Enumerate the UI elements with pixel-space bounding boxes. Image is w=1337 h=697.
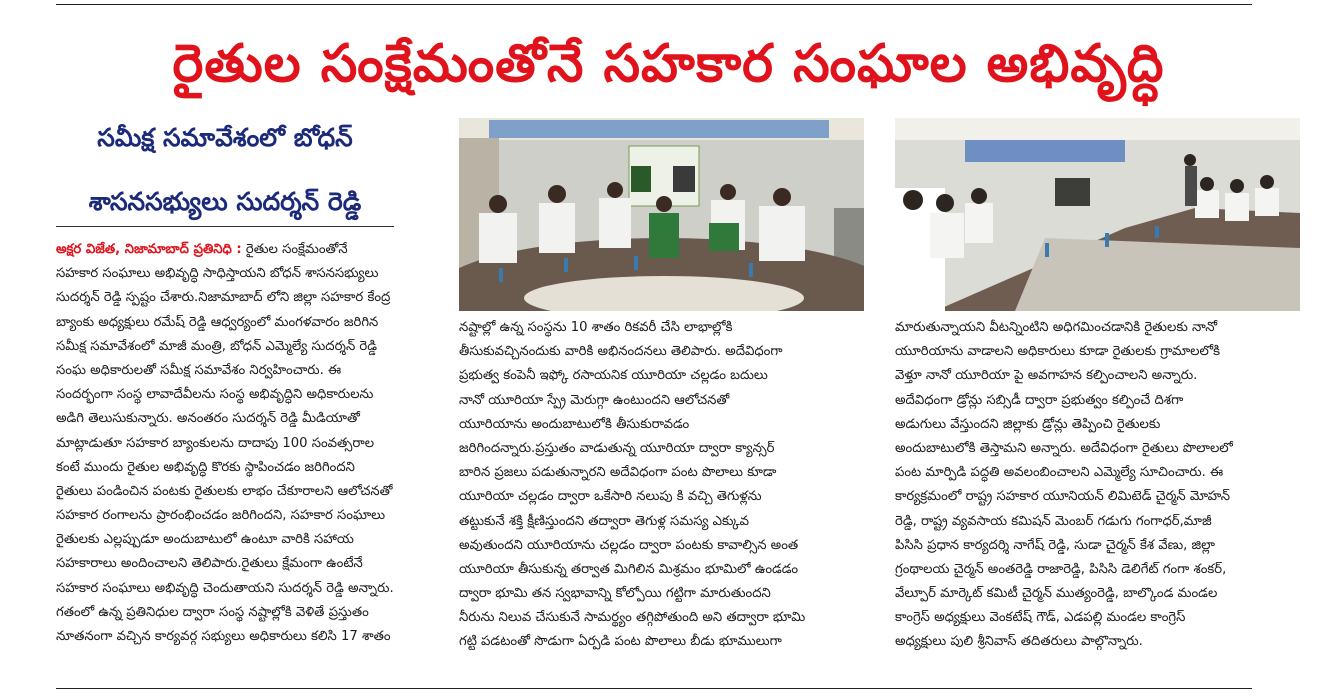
article-line: అడుగులు వేస్తుందని జిల్లాకు డ్రోన్లు తెప్పించి రైతులకు	[895, 416, 1161, 432]
article-line: మారుతున్నాయని వీటన్నింటిని అధిగమించడానికి రైతులకు నానో	[895, 320, 1218, 335]
meeting-photo-right	[895, 118, 1300, 311]
article-line: నీరును నిలువ చేసుకునే సామర్థ్యం తగ్గిపోతుంది అని తద్వారా భూమి	[459, 610, 806, 626]
article-line: సందర్భంగా సంస్థ లావాదేవీలను సంస్థ అభివృద్ధిని అధికారులను	[56, 387, 374, 403]
meeting-photo-left	[459, 118, 864, 311]
article-line: సమీక్ష సమావేశంలో మాజీ మంత్రి, బోధన్ ఎమ్మెల్యే సుదర్శన్ రెడ్డి	[56, 338, 377, 354]
article-column-1	[56, 238, 428, 649]
article-line: ద్వారా భూమి తన స్వభావాన్ని కోల్పోయి గట్టిగా మారుతుందని	[459, 586, 771, 602]
article-line: బారిన ప్రజలు పడుతున్నారని అదేవిధంగా పంట పొలాలు కూడా	[459, 465, 777, 481]
article-line: అదేవిధంగా డ్రోన్లు సబ్సిడీ ద్వారా ప్రభుత్వం కల్పించే దిశగా	[895, 392, 1184, 408]
article-line: యూరియాను అందుబాటులోకి తీసుకురావడం	[459, 416, 690, 432]
top-rule	[56, 4, 1252, 5]
dateline: అక్షర విజేత, నిజామాబాద్ ప్రతినిధి :	[56, 242, 242, 257]
article-line: అధ్యక్షులు పులి శ్రీనివాస్ తదితరులు పాల్గొన్నారు.	[895, 634, 1143, 650]
article-line: సహకార సంఘాలు అభివృద్ధి సాధిస్తాయని బోధన్ శాసనసభ్యులు	[56, 266, 379, 282]
article-line: పిసిసి ప్రధాన కార్యదర్శి నాగేష్ రెడ్డి, సుడా చైర్మన్ కేశ వేణు, జిల్లా	[895, 537, 1215, 553]
article-line: కంటే ముందు రైతుల అభివృద్ధి కొరకు స్థాపించడం జరిగిందని	[56, 459, 355, 475]
article-line: నూతనంగా వచ్చిన కార్యవర్గ సభ్యులు అధికారులు కలిసి 17 శాతం	[56, 629, 391, 644]
article-line: సహకార రంగాలను ప్రారంభించడం జరిగిందని, సహకార సంఘాలు	[56, 508, 386, 524]
article-line: యూరియా తీసుకున్న తర్వాత మిగిలిన మిశ్రమం భూమిలో ఉండడం	[459, 561, 799, 577]
article-line: రెడ్డి, రాష్ట్ర వ్యవసాయ కమిషన్ మెంబర్ గడుగు గంగాధర్,మాజీ	[895, 513, 1212, 529]
article-line: గతంలో ఉన్న ప్రతినిధుల ద్వారా సంస్థ నష్టాల్లోకి వెళితే ప్రస్తుతం	[56, 604, 369, 620]
article-line: యూరియా చల్లడం ద్వారా ఒకేసారి నలుపు కి వచ్చి తెగుళ్లను	[459, 489, 762, 505]
article-line: రైతులకు ఎల్లప్పుడూ అందుబాటులో ఉంటూ వారికి సహాయ	[56, 532, 354, 548]
article-line: సహకారాలు అందించాలని తెలిపారు.రైతులు క్షేమంగా ఉంటేనే	[56, 556, 363, 572]
article-line: గ్రంథాలయ చైర్మన్ అంతరెడ్డి రాజారెడ్డి, పిసిసి డెలిగేట్ గంగా శంకర్,	[895, 561, 1227, 577]
article-line: యూరియాను వాడాలని అధికారులు కూడా రైతులకు గ్రామాలలోకి	[895, 344, 1220, 360]
article-line: తట్టుకునే శక్తి క్షీణిస్తుందని తద్వారా తెగుళ్ల సమస్య ఎక్కువ	[459, 513, 749, 529]
article-line: నానో యూరియా స్ప్రే మెరుగ్గా ఉంటుందని ఆలోచనతో	[459, 392, 730, 408]
article-line: అక్షర విజేత, నిజామాబాద్ ప్రతినిధి : రైతుల సంక్షేమంతోనే	[56, 242, 348, 257]
article-line: బ్యాంకు అధ్యక్షులు రమేష్ రెడ్డి ఆధ్వర్యంలో మంగళవారం జరిగిన	[56, 314, 379, 330]
subheading-line-1: సమీక్ష సమావేశంలో బోధన్	[97, 123, 353, 152]
article-line: కాంగ్రెస్ అధ్యక్షులు వెంకటేష్ గౌడ్, ఎడపల్లి మండల కాంగ్రెస్	[895, 610, 1186, 626]
headline: రైతుల సంక్షేమంతోనే సహకార సంఘాల అభివృద్ధి	[172, 34, 1165, 94]
subheading-underline	[56, 226, 394, 227]
article-line: తీసుకువచ్చినందుకు వారికి అభినందనలు తెలిపారు. అదేవిధంగా	[459, 344, 783, 360]
article-line: సహకార సంఘాలు అభివృద్ధి చెందుతాయని సుదర్శన్ రెడ్డి అన్నారు.	[56, 580, 394, 596]
article-line: ప్రభుత్వ కంపెనీ ఇఫ్కో రసాయనిక యూరియా చల్లడం బదులు	[459, 368, 768, 384]
article-line: వెళ్తూ నానో యూరియా పై అవగాహన కల్పించాలని అన్నారు.	[895, 368, 1198, 384]
article-line: సుదర్శన్ రెడ్డి స్పష్టం చేశారు.నిజామాబాద్ లోని జిల్లా సహకార కేంద్ర	[56, 290, 391, 306]
article-line: గట్టి పడటంతో సొడుగా ఏర్పడి పంట పొలాలు బీడు భూములుగా	[459, 634, 782, 650]
article-line: పంట మార్పిడి పద్ధతి అవలంబించాలని ఎమ్మెల్యే సూచించారు. ఈ	[895, 465, 1224, 481]
article-line: కార్యక్రమంలో రాష్ట్ర సహకార యూనియన్ లిమిటెడ్ చైర్మన్ మోహన్	[895, 489, 1231, 505]
article-column-2	[459, 316, 864, 655]
article-line: అడిగి తెలుసుకున్నారు. అనంతరం సుదర్శన్ రెడ్డి మీడియాతో	[56, 411, 360, 427]
article-line: రైతులు పండించిన పంటకు రైతులకు లాభం చేకూరాలని ఆలోచనతో	[56, 483, 393, 499]
article-column-3	[895, 316, 1300, 655]
article-line: అందుబాటులోకి తెస్తామని అన్నారు. అదేవిధంగా రైతులు పొలాలలో	[895, 440, 1233, 456]
article-line: సంఘ అధికారులతో సమీక్ష సమావేశం నిర్వహించారు. ఈ	[56, 362, 342, 378]
subheading-line-2: శాసనసభ్యులు సుదర్శన్ రెడ్డి	[88, 187, 362, 216]
article-line: మాట్లాడుతూ సహకార బ్యాంకులను దాదాపు 100 సంవత్సరాల	[56, 435, 375, 451]
article-line: జరిగిందన్నారు.ప్రస్తుతం వాడుతున్న యూరియా ద్వారా క్యాన్సర్	[459, 440, 775, 456]
bottom-rule	[56, 688, 1252, 689]
article-line: నష్టాల్లో ఉన్న సంస్థను 10 శాతం రికవరీ చేసి లాభాల్లోకి	[459, 320, 733, 335]
article-line: వేల్పూర్ మార్కెట్ కమిటీ చైర్మన్ ముత్యంరెడ్డి, బాల్కొండ మండల	[895, 586, 1218, 602]
article-line: అవుతుందని యూరియాను చల్లడం ద్వారా పంటకు కావాల్సిన అంత	[459, 537, 799, 553]
